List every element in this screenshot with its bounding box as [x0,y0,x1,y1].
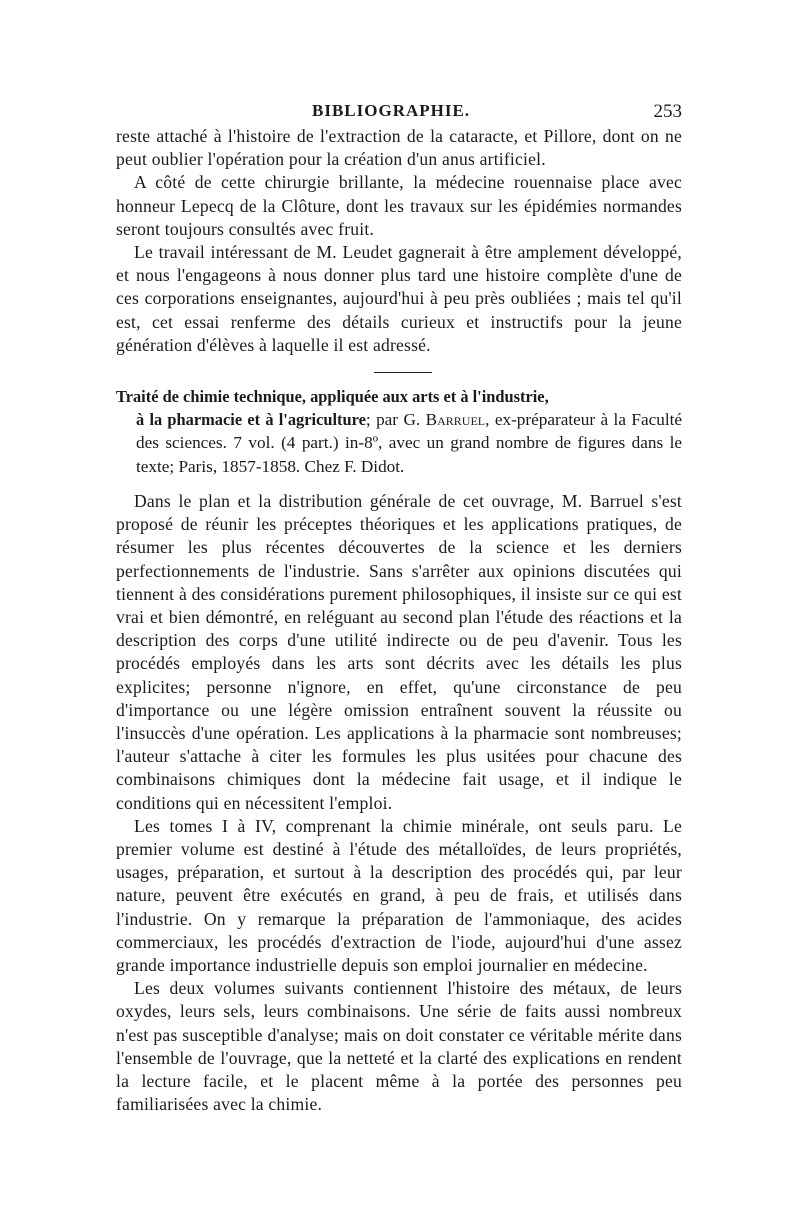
review-paragraph-1: Dans le plan et la distribution générale de cet ouvrage, M. Barruel s'est proposé de réunir les préceptes théoriques et les applications pratiques, de résumer les plus récentes découvertes de la science et les derniers perfectionnements de l'industrie. Sans s'arrêter aux opinions discutées qui tiennent à des considérations purement philosophiques, il insiste sur ce qui est vrai et bien démontré, en reléguant au second plan l'étude des réactions et la description des corps d'une utilité indirecte ou de peu d'avenir. Tous les procédés employés dans les arts sont décrits avec les détails les plus explicites; personne n'ignore, en effet, qu'une circonstance de peu d'importance ou une légère omission entraînent souvent la réussite ou l'insuccès d'une opération. Les applications à la pharmacie sont nombreuses; l'auteur s'attache à citer les formules les plus usitées pour chacune des combinaisons chimiques dont la médecine fait usage, et il indique le conditions qui en nécessitent l'emploi. [116,491,682,813]
entry-title-line-1: Traité de chimie technique, appliquée aux arts et à l'industrie, [116,387,549,406]
entry-continuation [116,408,682,478]
entry-by: ; par G. [365,410,426,430]
intro-paragraph-1: reste attaché à l'histoire de l'extraction de la cataracte, et Pillore, dont on ne peut oublier l'opération pour la création d'un anus artificiel. [116,126,682,170]
review-paragraph-2: Les tomes I à IV, comprenant la chimie minérale, ont seuls paru. Le premier volume est destiné à l'étude des métalloïdes, de leurs propriétés, usages, préparation, et surtout à la description des procédés qui, par leur nature, peuvent être exécutés en grand, à peu de frais, et utilisés dans l'industrie. On y remarque la préparation de l'ammoniaque, des acides commerciaux, les procédés d'extraction de l'iode, aujourd'hui d'une assez grande importance industrielle depuis son emploi journalier en médecine. [116,815,682,976]
bibliographic-entry [116,385,682,478]
review-text [116,490,682,1116]
entry-author: Barruel [425,410,486,430]
entry-details: , ex-préparateur à la Faculté des sciences. 7 vol. (4 part.) in-8º, avec un grand nombre de figures dans le texte; Paris, 1857-1858. Chez F. Didot. [136,410,682,476]
running-head [116,101,682,125]
intro-text [116,125,682,357]
review-paragraph-3: Les deux volumes suivants contiennent l'histoire des métaux, de leurs oxydes, leurs sels, leurs combinaisons. Une série de faits aussi nombreux n'est pas susceptible d'analyse; mais on doit constater ce véritable mérite dans l'ensemble de l'ouvrage, que la netteté et la clarté des explications en rendent la lecture facile, et le placent même à la portée des personnes peu familiarisées avec la chimie. [116,978,682,1115]
entry-title-line-2: à la pharmacie et à l'agriculture [136,410,366,430]
running-title: BIBLIOGRAPHIE. [312,101,471,120]
section-divider [374,372,432,373]
intro-paragraph-2: A côté de cette chirurgie brillante, la médecine rouennaise place avec honneur Lepecq de la Clôture, dont les travaux sur les épidémies normandes seront toujours consultés avec fruit. [116,172,682,239]
page-number: 253 [653,101,682,122]
intro-paragraph-3: Le travail intéressant de M. Leudet gagnerait à être amplement développé, et nous l'engageons à nous donner plus tard une histoire complète d'une de ces corporations enseignantes, aujourd'hui à peu près oubliées ; mais tel qu'il est, cet essai renferme des détails curieux et instructifs pour la jeune génération d'élèves à laquelle il est adressé. [116,242,682,355]
